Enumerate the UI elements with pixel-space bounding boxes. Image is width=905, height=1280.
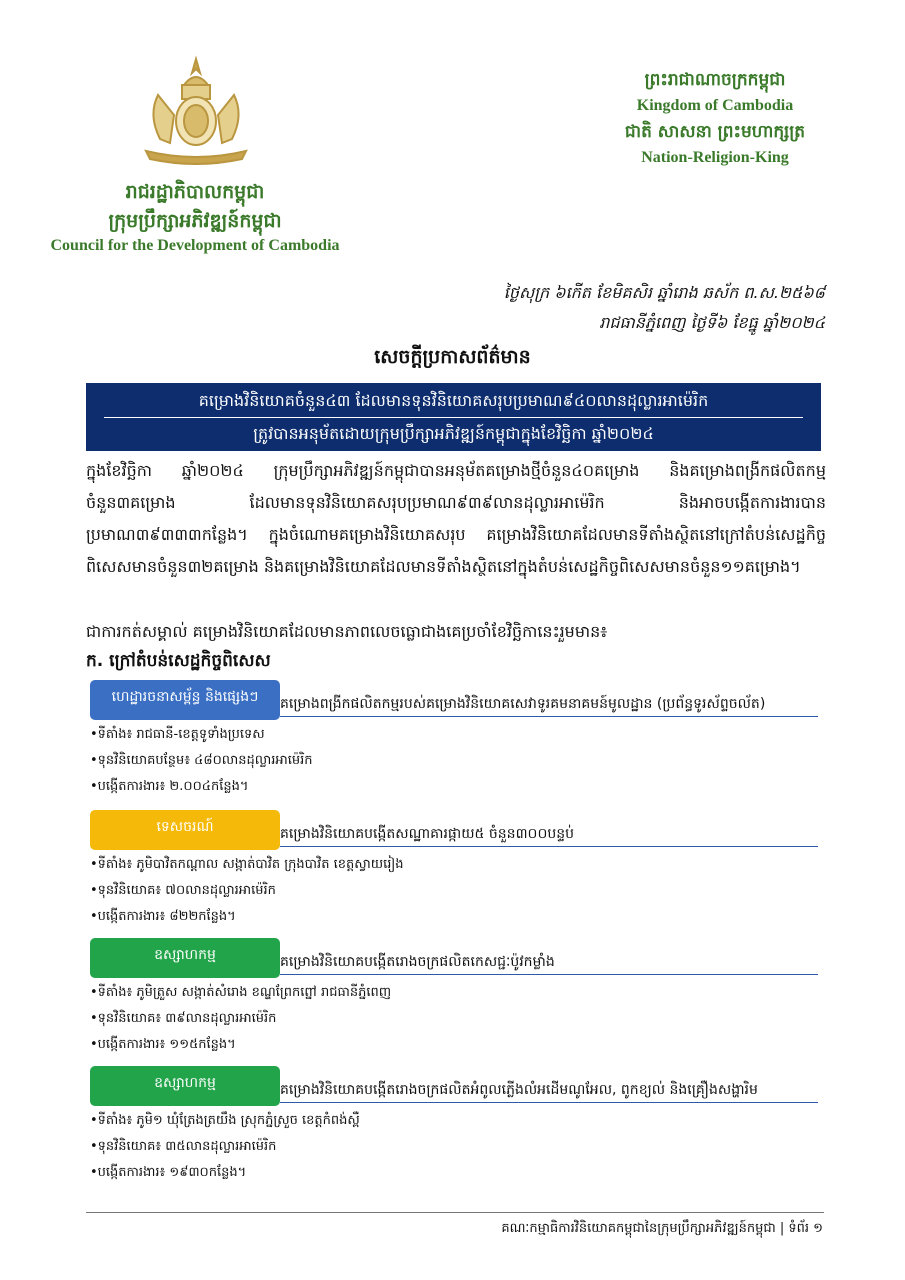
project-location: •ទីតាំង៖ ភូមិត្រួស សង្កាត់សំរោង ខណ្ឌព្រែកព្នៅ រាជធានីភ្នំពេញ — [90, 985, 392, 1000]
project-capital: •ទុនវិនិយោគ៖ ៣៥លានដុល្លារអាម៉េរិក — [90, 1139, 277, 1154]
project-details — [90, 852, 403, 930]
project-title: គម្រោងវិនិយោគបង្កើតរោងចក្រផលិតកេសជ្ជៈប៉ូវកម្លាំង — [280, 950, 818, 975]
ministry-header — [30, 178, 360, 256]
project-title: គម្រោងវិនិយោគបង្កើតរោងចក្រផលិតអំពូលភ្លើងលំអដើមណូអែល, ពូកខ្យល់ និងគ្រឿងសង្ហារិម — [280, 1078, 818, 1103]
project-details — [90, 980, 391, 1058]
page-footer: គណៈកម្មាធិការវិនិយោគកម្ពុជានៃក្រុមប្រឹក្សាអភិវឌ្ឍន៍កម្ពុជា | ទំព័រ ១ — [501, 1221, 823, 1236]
kingdom-header — [585, 66, 845, 170]
project-jobs: •បង្កើតការងារ៖ ២.០០៤កន្លែង។ — [90, 779, 249, 794]
government-name: រាជរដ្ឋាភិបាលកម្ពុជា — [125, 181, 265, 203]
notable-intro-paragraph: ជាការកត់សម្គាល់ គម្រោងវិនិយោគដែលមានភាពលេចធ្លោជាងគេប្រចាំខែវិច្ឆិកានេះរួមមាន៖ — [86, 622, 608, 641]
document-title: សេចក្តីប្រកាសព័ត៌មាន — [374, 346, 531, 368]
lunar-date: ថ្ងៃសុក្រ ៦កើត ខែមិគសិរ ឆ្នាំរោង ឆស័ក ព.ស.២៥៦៨ — [503, 283, 825, 302]
sector-tag: ហេដ្ឋារចនាសម្ព័ន្ធ និងផ្សេងៗ — [90, 680, 280, 720]
headline-line-2: ត្រូវបានអនុម័តដោយក្រុមប្រឹក្សាអភិវឌ្ឍន៍កម្ពុជាក្នុងខែវិច្ឆិកា ឆ្នាំ២០២៤ — [253, 424, 654, 443]
kingdom-name-kh: ព្រះរាជាណាចក្រកម្ពុជា — [644, 70, 786, 90]
document-date — [504, 278, 825, 338]
sector-tag: ឧស្សាហកម្ម — [90, 938, 280, 978]
project-jobs: •បង្កើតការងារ៖ ១១៥កន្លែង។ — [90, 1037, 236, 1052]
project-jobs: •បង្កើតការងារ៖ ៨២២កន្លែង។ — [90, 909, 236, 924]
summary-paragraph: ក្នុងខែវិច្ឆិកា ឆ្នាំ២០២៤ ក្រុមប្រឹក្សាអភិវឌ្ឍន៍កម្ពុជាបានអនុម័តគម្រោងថ្មីចំនួន៤០គម្រោង និងគម្រោងពង្រីកផលិតកម្មចំនួន៣គម្រោង ដែលមានទុនវិនិយោគសរុបប្រមាណ៩៣៩លានដុល្លារអាម៉េរិក និងអាចបង្កើតការងារបានប្រមាណ៣៩៣៣៣កន្លែង។ ក្នុងចំណោមគម្រោងវិនិយោគសរុប គម្រោងវិនិយោគដែលមានទីតាំងស្ថិតនៅក្រៅតំបន់សេដ្ឋកិច្ចពិសេសមានចំនួន៣២គម្រោង និងគម្រោងវិនិយោគដែលមានទីតាំងស្ថិតនៅក្នុងតំបន់សេដ្ឋកិច្ចពិសេសមានចំនួន១១គម្រោង។ — [86, 461, 826, 576]
project-title: គម្រោងវិនិយោគបង្កើតសណ្ឋាគារផ្កាយ៥ ចំនួន៣០០បន្ទប់ — [280, 822, 818, 847]
project-capital: •ទុនវិនិយោគបន្ថែម៖ ៤៨០លានដុល្លារអាម៉េរិក — [90, 753, 313, 768]
project-title: គម្រោងពង្រីកផលិតកម្មរបស់គម្រោងវិនិយោគសេវាទូរគមនាគមន៍មូលដ្ឋាន (ប្រព័ន្ធទូរស័ព្ទចល័ត) — [280, 692, 818, 717]
sector-tag: ទេសចរណ៍ — [90, 810, 280, 850]
project-details — [90, 722, 313, 800]
project-location: •ទីតាំង៖ រាជធានី-ខេត្តទូទាំងប្រទេស — [90, 727, 265, 742]
project-location: •ទីតាំង៖ ភូមិ១ ឃុំត្រែងត្រយឹង ស្រុកភ្នំស្រួច ខេត្តកំពង់ស្ពឺ — [90, 1113, 360, 1128]
motto-en: Nation-Religion-King — [641, 149, 789, 166]
headline-line-1: គម្រោងវិនិយោគចំនួន៤៣ ដែលមានទុនវិនិយោគសរុបប្រមាណ៩៤០លានដុល្លារអាម៉េរិក — [198, 391, 709, 410]
kingdom-name-en: Kingdom of Cambodia — [636, 97, 794, 114]
council-name-kh: ក្រុមប្រឹក្សាអភិវឌ្ឍន៍កម្ពុជា — [108, 210, 282, 232]
section-heading-outside-sez: ក. ក្រៅតំបន់សេដ្ឋកិច្ចពិសេស — [86, 651, 271, 671]
solar-date: រាជធានីភ្នំពេញ ថ្ងៃទី៦ ខែធ្នូ ឆ្នាំ២០២៤ — [599, 313, 825, 332]
project-details — [90, 1108, 360, 1186]
project-capital: •ទុនវិនិយោគ៖ ៣៩លានដុល្លារអាម៉េរិក — [90, 1011, 277, 1026]
motto-kh: ជាតិ សាសនា ព្រះមហាក្សត្រ — [624, 122, 806, 142]
project-jobs: •បង្កើតការងារ៖ ១៩៣០កន្លែង។ — [90, 1165, 247, 1180]
footer-divider — [86, 1212, 824, 1213]
headline-banner — [86, 383, 821, 451]
project-capital: •ទុនវិនិយោគ៖ ៧០លានដុល្លារអាម៉េរិក — [90, 883, 276, 898]
council-name-en: Council for the Development of Cambodia — [50, 237, 340, 254]
project-location: •ទីតាំង៖ ភូមិបាវិតកណ្តាល សង្កាត់បាវិត ក្រុងបាវិត ខេត្តស្វាយរៀង — [90, 857, 404, 872]
sector-tag: ឧស្សាហកម្ម — [90, 1066, 280, 1106]
royal-emblem-icon — [138, 55, 254, 167]
